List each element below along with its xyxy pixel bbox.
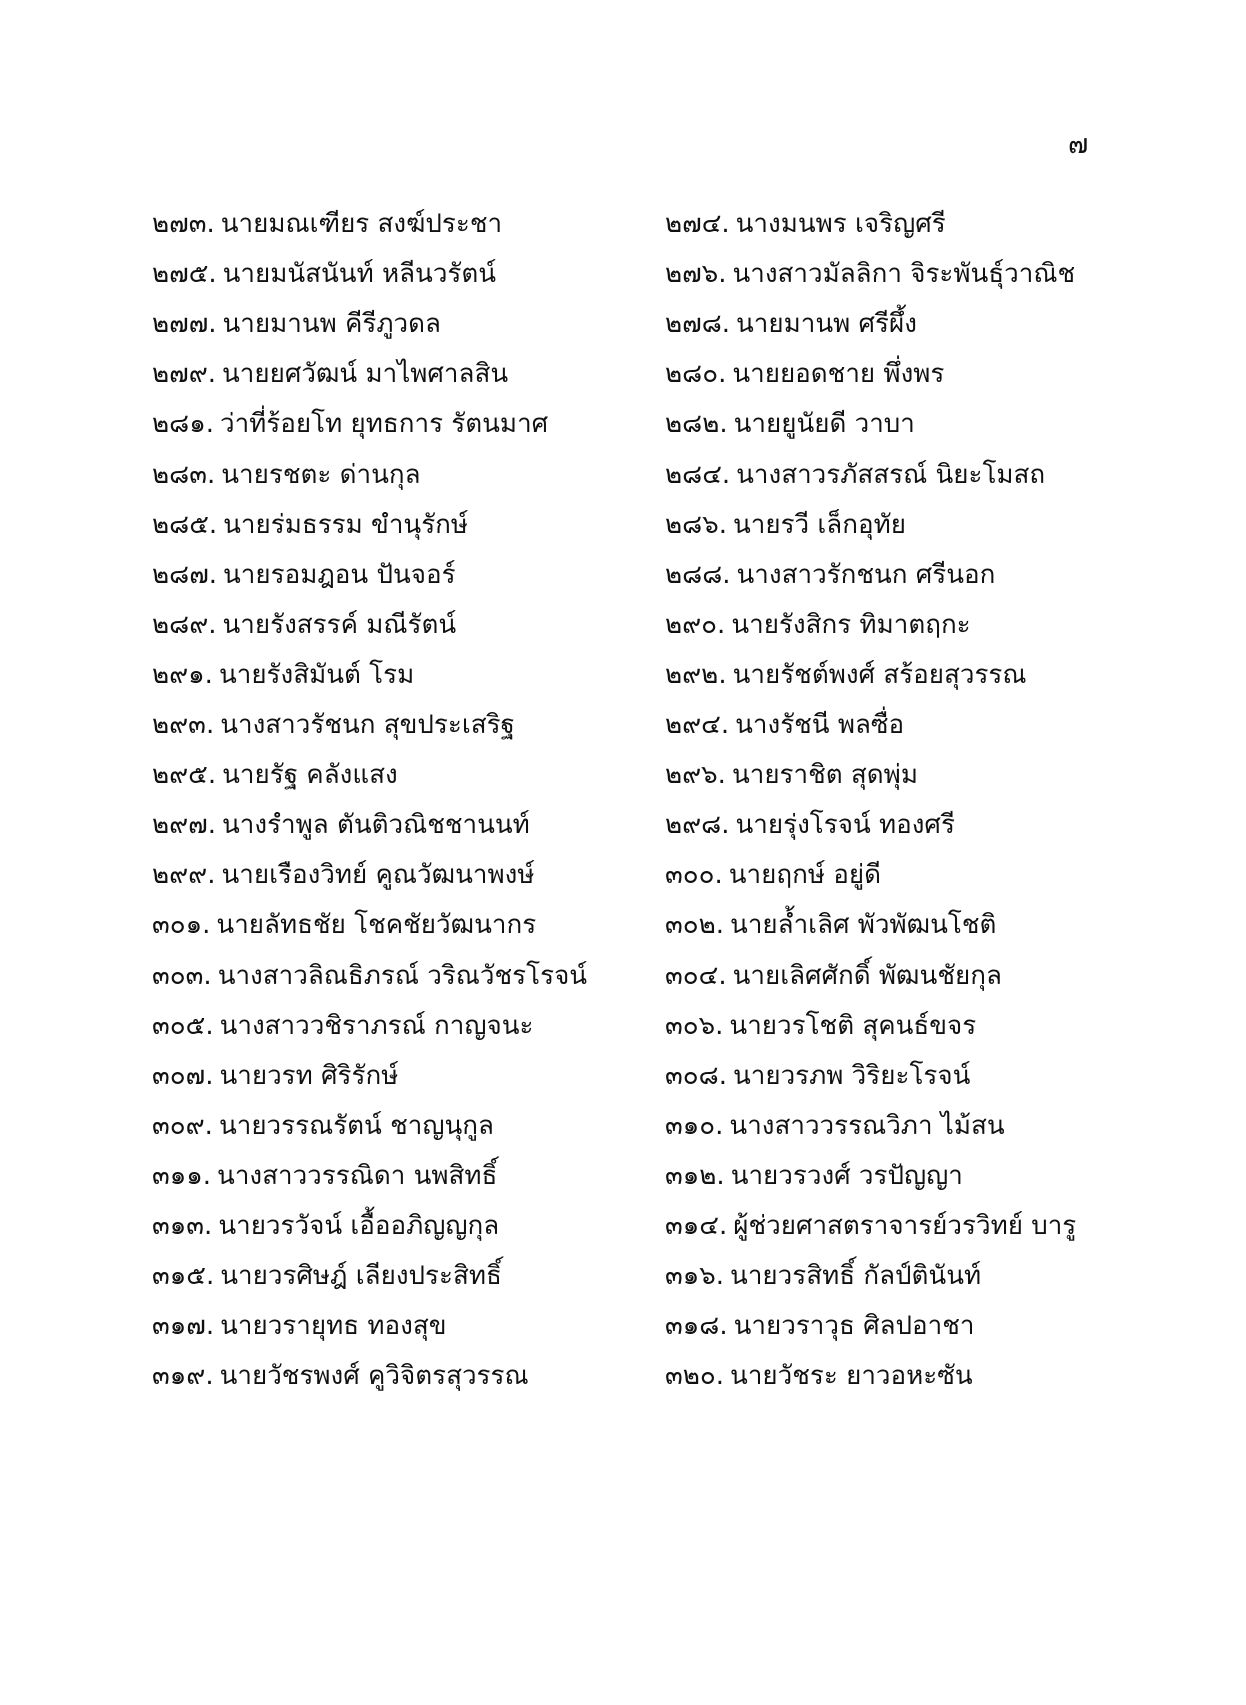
entry-name: นายยอดชาย พึ่งพร [732,359,945,389]
entry-name: นายรอมฎอน ปันจอร์ [223,560,456,590]
entry-number: ๒๗๕. [152,259,217,289]
list-item [152,354,508,394]
entry-name: นายราชิต สุดพุ่ม [731,760,918,790]
entry-number: ๒๘๘. [665,560,731,590]
entry-number: ๒๘๖. [665,510,727,540]
entry-number: ๒๗๘. [665,309,731,339]
list-item [152,404,548,444]
entry-number: ๓๐๖. [665,1011,724,1041]
entry-number: ๓๐๑. [152,910,211,940]
entry-name: นายวรศิษฎ์ เลียงประสิทธิ์ [220,1261,502,1291]
list-row [0,705,1246,760]
entry-name: นางสาววชิราภรณ์ กาญจนะ [219,1011,534,1041]
entry-name: นายรัชต์พงศ์ สร้อยสุวรรณ [732,660,1027,690]
list-row [0,1256,1246,1311]
entry-name: นายวัชรพงศ์ คูวิจิตรสุวรรณ [219,1361,529,1391]
list-item [665,805,955,845]
entry-number: ๒๘๙. [152,610,217,640]
entry-name: นายเรืองวิทย์ คูณวัฒนาพงษ์ [221,860,535,890]
entry-number: ๒๙๙. [152,860,216,890]
list-row [0,1056,1246,1111]
list-row [0,404,1246,459]
list-row [0,354,1246,409]
list-row [0,1306,1246,1361]
entry-name: นางสาววรรณวิภา ไม้สน [729,1111,1005,1141]
list-item [152,1206,499,1246]
entry-name: นายมณเฑียร สงฆ์ประชา [220,209,503,239]
list-row [0,254,1246,309]
entry-number: ๒๙๑. [152,660,213,690]
entry-number: ๓๐๔. [665,961,727,991]
list-row [0,805,1246,860]
entry-name: นางรัชนี พลซื่อ [735,710,905,740]
entry-number: ๒๗๖. [665,259,727,289]
list-item [665,755,918,795]
entry-number: ๒๙๘. [665,810,730,840]
list-item [665,1306,975,1346]
list-row [0,1356,1246,1411]
entry-number: ๒๘๒. [665,409,728,439]
entry-name: นายรุ่งโรจน์ ทองศรี [735,810,955,840]
list-item [665,956,1002,996]
entry-number: ๒๘๕. [152,510,218,540]
entry-name: นายล้ำเลิศ พัวพัฒนโชติ [730,910,997,940]
list-row [0,1106,1246,1161]
entry-name: นางสาววรรณิดา นพสิทธิ์ [217,1161,498,1191]
entry-name: นายวรายุทธ ทองสุข [220,1311,447,1341]
entry-name: นางมนพร เจริญศรี [735,209,946,239]
entry-name: นายวรท ศิริรักษ์ [219,1061,399,1091]
entry-name: นายวรรณรัตน์ ชาญนุกูล [218,1111,494,1141]
list-item [152,655,414,695]
entry-name: นายวรโชติ สุคนธ์ขจร [729,1011,977,1041]
entry-number: ๒๘๐. [665,359,727,389]
entry-name: นายมนัสนันท์ หลีนวรัตน์ [222,259,497,289]
entry-name: นายวรวัจน์ เอื้ออภิญญกุล [218,1211,500,1241]
entry-name: นายมานพ คีรีภูวดล [222,309,441,339]
list-item [665,1206,1076,1246]
entry-name: นายรวี เล็กอุทัย [732,510,906,540]
list-item [665,1356,973,1396]
list-row [0,304,1246,359]
entry-number: ๒๗๙. [152,359,216,389]
list-item [665,354,944,394]
entry-number: ๓๑๔. [665,1211,728,1241]
entry-number: ๓๑๕. [152,1261,215,1291]
list-item [665,204,946,244]
list-item [665,455,1045,495]
list-item [665,404,915,444]
entry-name: นางสาวรัชนก สุขประเสริฐ [220,710,515,740]
entry-name: นายลัทธชัย โชคชัยวัฒนากร [216,910,537,940]
entry-name: นายรังสิกร ทิมาตฤกะ [731,610,971,640]
entry-name: นางสาวรักชนก ศรีนอก [736,560,996,590]
list-row [0,855,1246,910]
entry-number: ๒๘๗. [152,560,218,590]
list-item [152,1306,446,1346]
list-item [665,905,996,945]
entry-number: ๒๘๔. [665,460,731,490]
entry-name: นายรังสิมันต์ โรม [218,660,415,690]
entry-number: ๒๙๒. [665,660,727,690]
entry-name: นายวัชระ ยาวอหะซัน [730,1361,973,1391]
entry-number: ๓๒๐. [665,1361,725,1391]
list-item [152,805,530,845]
list-row [0,655,1246,710]
list-item [665,705,904,745]
entry-number: ๒๗๗. [152,309,217,339]
list-item [152,555,456,595]
list-row [0,905,1246,960]
entry-number: ๓๑๘. [665,1311,728,1341]
entry-number: ๓๐๐. [665,860,723,890]
entry-number: ๓๐๙. [152,1111,213,1141]
list-item [665,655,1027,695]
entry-name: นายฤกษ์ อยู่ดี [728,860,882,890]
entry-number: ๓๑๑. [152,1161,212,1191]
entry-number: ๓๐๗. [152,1061,214,1091]
entry-name: นายวรวงศ์ วรปัญญา [730,1161,963,1191]
list-item [152,705,515,745]
entry-number: ๓๐๕. [152,1011,214,1041]
entry-name: นายร่มธรรม ขำนุรักษ์ [223,510,469,540]
list-item [152,905,536,945]
entry-name: นายเลิศศักดิ์ พัฒนชัยกุล [732,961,1002,991]
list-row [0,1006,1246,1061]
entry-name: นายยศวัฒน์ มาไพศาลสิน [222,359,509,389]
entry-name: นางรำพูล ตันติวณิชชานนท์ [222,810,530,840]
list-item [665,555,995,595]
entry-number: ๓๑๐. [665,1111,724,1141]
list-item [152,254,496,294]
list-row [0,1156,1246,1211]
entry-name: ว่าที่ร้อยโท ยุทธการ รัตนมาศ [219,409,549,439]
list-item [152,455,421,495]
entry-number: ๒๙๐. [665,610,726,640]
entry-name: นายวรภพ วิริยะโรจน์ [732,1061,971,1091]
entry-number: ๒๗๔. [665,209,730,239]
entry-name: นายวราวุธ ศิลปอาชา [733,1311,975,1341]
entry-number: ๓๐๓. [152,961,212,991]
entry-number: ๓๑๒. [665,1161,725,1191]
entry-name: ผู้ช่วยศาสตราจารย์วรวิทย์ บารู [733,1211,1077,1241]
entry-name: นายรชตะ ด่านกุล [221,460,421,490]
list-item [152,605,456,645]
entry-name: นางสาวลิณธิภรณ์ วริณวัชรโรจน์ [217,961,588,991]
entry-number: ๓๐๒. [665,910,725,940]
entry-name: นางสาวรภัสสรณ์ นิยะโมสถ [736,460,1046,490]
entry-number: ๒๙๖. [665,760,726,790]
list-item [665,1006,976,1046]
list-item [665,1256,981,1296]
list-item [152,855,534,895]
list-item [665,304,917,344]
list-row [0,956,1246,1011]
list-item [152,1356,529,1396]
list-item [152,956,587,996]
list-item [152,1006,534,1046]
entry-number: ๒๙๗. [152,810,216,840]
entry-number: ๓๑๗. [152,1311,215,1341]
entry-number: ๓๑๙. [152,1361,214,1391]
list-row [0,505,1246,560]
entry-name: นางสาวมัลลิกา จิระพันธุ์วาณิช [732,259,1076,289]
list-item [665,1056,970,1096]
entry-number: ๒๙๔. [665,710,730,740]
list-item [152,1056,398,1096]
entry-name: นายวรสิทธิ์ กัลป์ตินันท์ [730,1261,982,1291]
list-item [665,505,906,545]
entry-name: นายรังสรรค์ มณีรัตน์ [222,610,457,640]
list-item [152,1106,494,1146]
entry-number: ๓๐๘. [665,1061,727,1091]
list-row [0,605,1246,660]
entry-number: ๒๘๓. [152,460,216,490]
entry-name: นายยูนัยดี วาบา [733,409,915,439]
page-number: ๗ [1068,129,1089,160]
entry-number: ๒๙๓. [152,710,215,740]
list-row [0,455,1246,510]
list-item [152,1256,502,1296]
list-item [665,855,881,895]
entry-number: ๒๙๕. [152,760,217,790]
list-item [152,505,468,545]
list-item [152,304,441,344]
list-item [665,1156,963,1196]
entry-name: นายรัฐ คลังแสง [222,760,398,790]
list-item [665,254,1075,294]
list-item [152,1156,497,1196]
list-row [0,204,1246,259]
list-row [0,755,1246,810]
entry-number: ๓๑๖. [665,1261,725,1291]
list-item [665,605,971,645]
entry-number: ๓๑๓. [152,1211,213,1241]
list-item [665,1106,1005,1146]
entry-number: ๒๗๓. [152,209,215,239]
list-row [0,555,1246,610]
entry-name: นายมานพ ศรีผึ้ง [736,309,917,339]
list-item [152,755,398,795]
list-row [0,1206,1246,1261]
entry-number: ๒๘๑. [152,409,214,439]
list-item [152,204,502,244]
